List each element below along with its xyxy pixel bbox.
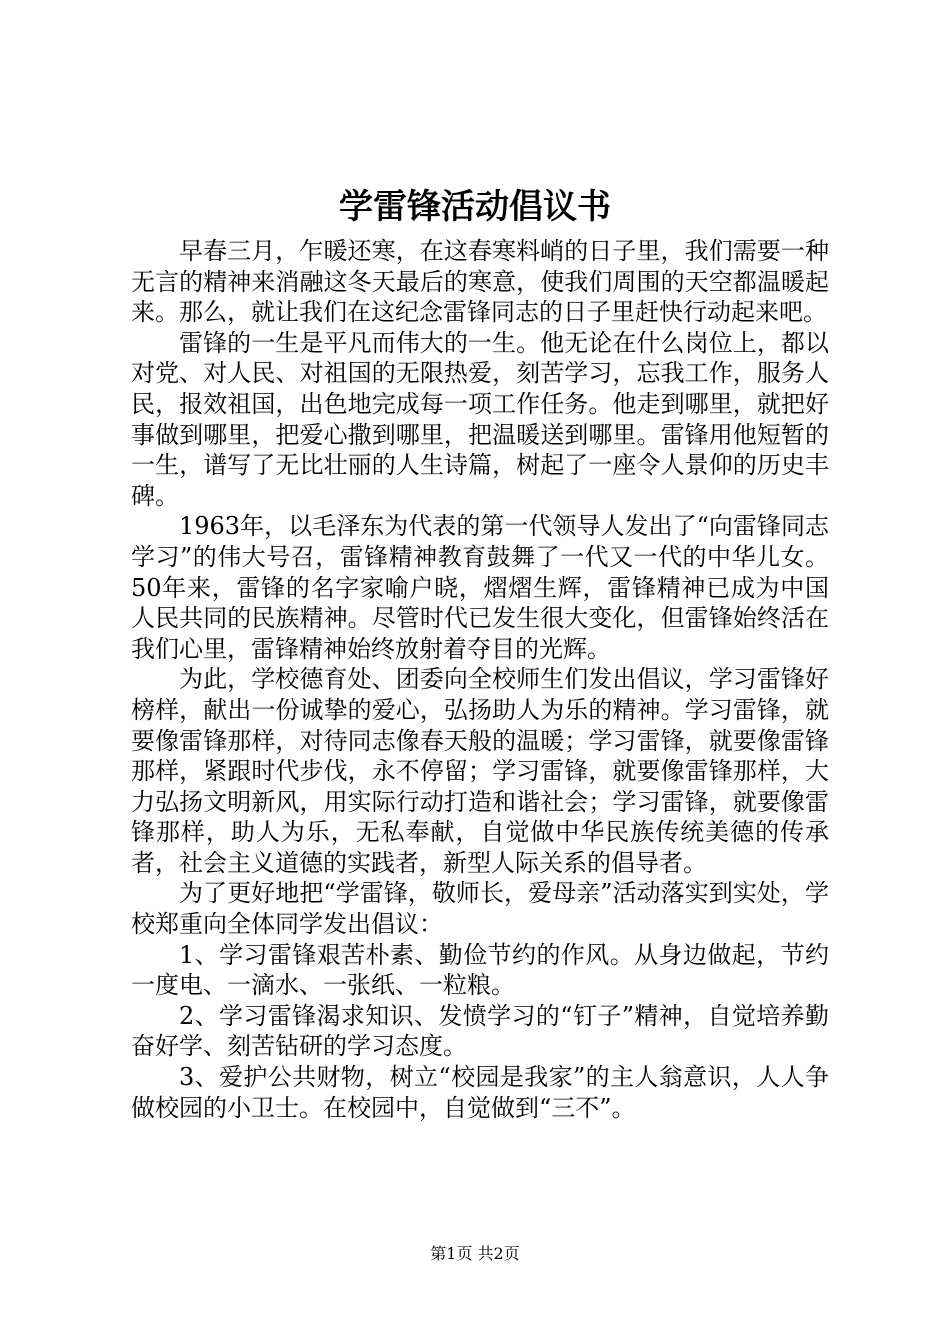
document-body [131, 236, 829, 1123]
paragraph-5: 为了更好地把“学雷锋，敬师长，爱母亲”活动落实到实处，学校郑重向全体同学发出倡议： [131, 879, 829, 939]
list-item-3: 3、爱护公共财物，树立“校园是我家”的主人翁意识，人人争做校园的小卫士。在校园中，自觉做到“三不”。 [131, 1063, 829, 1122]
paragraph-4: 为此，学校德育处、团委向全校师生们发出倡议，学习雷锋好榜样，献出一份诚挚的爱心，弘扬助人为乐的精神。学习雷锋，就要像雷锋那样，对待同志像春天般的温暖；学习雷锋，就要像雷锋那样，紧跟时代步伐，永不停留；学习雷锋，就要像雷锋那样，大力弘扬文明新风，用实际行动打造和谐社会；学习雷锋，就要像雷锋那样，助人为乐，无私奉献，自觉做中华民族传统美德的传承者，社会主义道德的实践者，新型人际关系的倡导者。 [131, 665, 829, 877]
list-item-2: 2、学习雷锋渴求知识、发愤学习的“钉子”精神，自觉培养勤奋好学、刻苦钻研的学习态度。 [131, 1001, 829, 1061]
paragraph-2: 雷锋的一生是平凡而伟大的一生。他无论在什么岗位上，都以对党、对人民、对祖国的无限热爱，刻苦学习，忘我工作，服务人民，报效祖国，出色地完成每一项工作任务。他走到哪里，就把好事做到哪里，把爱心撒到哪里，把温暖送到哪里。雷锋用他短暂的一生，谱写了无比壮丽的人生诗篇，树起了一座令人景仰的历史丰碑。 [131, 328, 829, 510]
paragraph-3: 1963年，以毛泽东为代表的第一代领导人发出了“向雷锋同志学习”的伟大号召，雷锋精神教育鼓舞了一代又一代的中华儿女。50年来，雷锋的名字家喻户晓，熠熠生辉，雷锋精神已成为中国人民共同的民族精神。尽管时代已发生很大变化，但雷锋始终活在我们心里，雷锋精神始终放射着夺目的光辉。 [131, 512, 829, 663]
page-number-footer: 第1页 共2页 [430, 1244, 520, 1263]
paragraph-1: 早春三月，乍暖还寒，在这春寒料峭的日子里，我们需要一种无言的精神来消融这冬天最后的寒意，使我们周围的天空都温暖起来。那么，就让我们在这纪念雷锋同志的日子里赶快行动起来吧。 [131, 237, 829, 327]
list-item-1: 1、学习雷锋艰苦朴素、勤俭节约的作风。从身边做起，节约一度电、一滴水、一张纸、一粒粮。 [131, 940, 829, 1000]
document-title: 学雷锋活动倡议书 [339, 187, 611, 227]
